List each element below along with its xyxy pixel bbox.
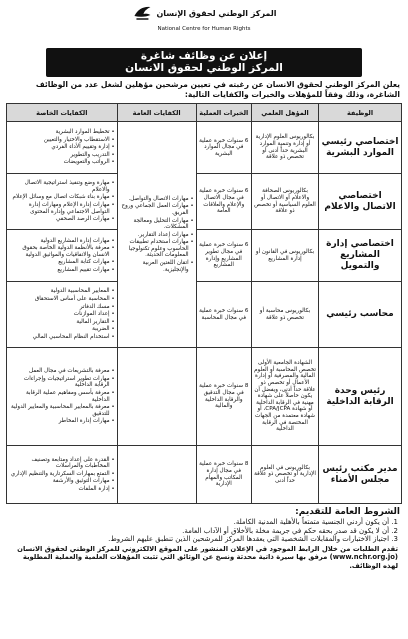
- list-item: • التمتع بمهارات السكرتارية والتنظيم الإداري: [9, 471, 115, 478]
- list-item: • استخدام النظام المحاسبي المالي: [9, 334, 115, 341]
- list-item: • مهارات تطوير استراتيجيات وإجراءات الرقابة الداخلية: [9, 376, 115, 389]
- header-general-competencies: الكفايات العامة: [117, 104, 196, 122]
- header-experience: الخبرات العملية: [196, 104, 251, 122]
- list-item: • مهارات التوثيق والأرشفة: [9, 478, 115, 485]
- header-special-competencies: الكفايات الخاصة: [7, 104, 118, 122]
- list-item: • تخطيط الموارد البشرية: [9, 129, 115, 136]
- table-row: [7, 282, 402, 348]
- list-item: • مهارات تقييم المشاريع: [9, 267, 115, 274]
- org-logo: [131, 2, 276, 24]
- qualification: بكالوريوس في القانون أو إدارة المشاريع: [251, 230, 318, 282]
- list-item: • مهارة بناء شبكات اتصال مع وسائل الإعلام: [9, 194, 115, 201]
- job-title: اختصاصي رئيسي الموارد البشرية: [319, 122, 402, 174]
- special-competencies: [7, 446, 118, 504]
- header: [6, 2, 402, 48]
- experience: 6 سنوات خبرة عملية في مجال المحاسبة: [196, 282, 251, 348]
- list-item: • معرفة بالتشريعات في مجال العمل: [9, 368, 115, 375]
- general-competencies-continued: [117, 446, 196, 504]
- application-instructions: [10, 545, 398, 571]
- general-competencies-continued: [117, 348, 196, 446]
- list-item: • معرفة بالمعايير المحاسبية والمعايير الدولية للتدقيق: [9, 404, 115, 417]
- special-competencies: [7, 122, 118, 174]
- list-item: • الاستقطاب والاختيار والتعيين: [9, 137, 115, 144]
- special-competencies: [7, 174, 118, 230]
- qualification: الشهادة الجامعية الأولى تخصص المحاسبة أو العلوم المالية والمصرفية أو إدارة الأعمال أو تخصص ذو علاقة حداً أدنى، ويفضل أن يكون حاصلاً على شهادة مهنية في الرقابة الداخلية أو شهادة CPA/JCPA، أو شهادة معتمدة من الجهات المختصة في الرقابة الداخلية: [251, 348, 318, 446]
- general-competencies: [117, 122, 196, 348]
- banner-title: إعلان عن وظائف شاغرة: [140, 50, 268, 62]
- condition-item: 3. اجتياز الاختبارات والمقابلات الشخصية التي يعقدها المركز للمرشحين الذين تنطبق عليهم الشروط.: [108, 535, 398, 544]
- job-title: اختصاصي إدارة المشاريع والتمويل: [319, 230, 402, 282]
- application-text: تقدم الطلبات من خلال الرابط الموجود في الإعلان المنشور على الموقع الالكتروني للمركز الوطني لحقوق الانسان: [17, 544, 398, 553]
- list-item: • الرواتب والتعويضات: [9, 159, 115, 166]
- list-item: • مهارات إدارة الإعلام ومهارات إدارة التواصل الاجتماعي وإدارة المحتوى: [9, 202, 115, 215]
- table-row: [7, 348, 402, 446]
- org-name-english: National Centre for Human Rights: [157, 26, 251, 32]
- list-item: • المحاسبة على أساس الاستحقاق: [9, 296, 115, 303]
- list-item: • معرفة بالأنظمة الدولية الخاصة بحقوق الانسان والاتفاقيات والمواثيق الدولية: [9, 245, 115, 258]
- special-competencies: [7, 282, 118, 348]
- job-title: اختصاصي الاتصال والاعلام: [319, 174, 402, 230]
- experience: 6 سنوات خبرة عملية في مجال تطوير المشاريع وإدارة المشاريع: [196, 230, 251, 282]
- special-competencies: [7, 230, 118, 282]
- qualification: بكالوريوس الصحافة والاعلام أو الاتصال أو العلوم السياسية أو تخصص ذو علاقة: [251, 174, 318, 230]
- announcement-banner: [46, 48, 362, 77]
- condition-item: 1. أن يكون أردني الجنسية متمتعاً بالأهلية المدنية الكاملة.: [233, 518, 398, 526]
- application-tail: مرفق بها سيرة ذاتية محدثة ونسخ عن الوثائق التي تثبت المؤهلات العلمية والعملية المطلوبة لهذه الوظائف.: [22, 553, 398, 570]
- experience: 8 سنوات خبرة عملية في مجال إدارة المكاتب والمهام الإدارية: [196, 446, 251, 504]
- list-item: • مهارات كتابة المشاريع: [9, 259, 115, 266]
- list-item: • مهارة وضع وتنفيذ استراتيجية الاتصال والاعلام: [9, 180, 115, 193]
- org-name-arabic: المركز الوطني لحقوق الإنسان: [156, 8, 277, 18]
- list-item: • التدريب والتطوير: [9, 152, 115, 159]
- job-title: محاسب رئيسي: [319, 282, 402, 348]
- experience: 6 سنوات خبرة عملية في مجال الموارد البشرية: [196, 122, 251, 174]
- list-item: • اتقان اللغتين العربية والإنجليزية.: [120, 260, 194, 273]
- list-item: • مهارات استخدام تطبيقات الحاسوب وعلوم تكنولوجيا المعلومات الحديثة.: [120, 239, 194, 259]
- dove-logo-icon: [131, 2, 153, 24]
- job-title: مدير مكتب رئيس مجلس الأمناء: [319, 446, 402, 504]
- jobs-table: [6, 103, 402, 504]
- list-item: • مسك الدفاتر: [9, 304, 115, 311]
- list-item: • إدارة الملفات: [9, 486, 115, 493]
- table-row: [7, 446, 402, 504]
- list-item: • التقارير المالية: [9, 319, 115, 326]
- list-item: • المعايير المحاسبية الدولية: [9, 288, 115, 295]
- job-title: رئيس وحدة الرقابة الداخلية: [319, 348, 402, 446]
- list-item: • مهارات التحليل ومعالجة المشكلات.: [120, 218, 194, 231]
- list-item: • إعداد الموازنات: [9, 311, 115, 318]
- table-row: [7, 230, 402, 282]
- experience: 8 سنوات خبرة عملية في مجال التدقيق والرقابة الداخلية والمالية: [196, 348, 251, 446]
- header-job: الوظيفة: [319, 104, 402, 122]
- special-competencies: [7, 348, 118, 446]
- list-item: • معرفة بأسس ومفاهيم عملية الرقابة الداخلية: [9, 390, 115, 403]
- list-item: • مهارات إعداد التقارير.: [120, 232, 194, 239]
- table-row: [7, 122, 402, 174]
- list-item: • إدارة وتقييم الأداء الفردي: [9, 144, 115, 151]
- table-header-row: [7, 104, 402, 122]
- list-item: • القدرة على إعداد ومتابعة وتصنيف المخاطبات والمراسلات: [9, 457, 115, 470]
- header-qualification: المؤهل العلمي: [251, 104, 318, 122]
- conditions-list: [10, 518, 398, 544]
- list-item: • مهارات إدارة المشاريع الدولية: [9, 238, 115, 245]
- website-link[interactable]: (www.nchr.org.jo): [329, 553, 398, 562]
- intro-paragraph: يعلن المركز الوطني لحقوق الانسان عن رغبته في تعيين مرشحين مؤهلين لشغل عدد من الوظائف الشاغرة، وذلك وفقاً للمؤهلات والخبرات والكفايات التالية:: [35, 80, 400, 99]
- list-item: • مهارات الاتصال والتواصل.: [120, 196, 194, 203]
- list-item: • مهارات العمل الجماعي وروح الفريق.: [120, 203, 194, 216]
- conditions-title: الشروط العامة للتقديم:: [295, 507, 400, 517]
- qualification: بكالوريوس في العلوم الإدارية أو تخصص ذو علاقة حداً أدنى: [251, 446, 318, 504]
- condition-item: 2. أن لا يكون قد صدر بحقه حكم في جريمة مخلة بالأخلاق أو الآداب العامة.: [182, 526, 398, 535]
- list-item: • مهارات إدارة المخاطر: [9, 418, 115, 425]
- banner-subtitle: المركز الوطني لحقوق الانسان: [125, 62, 283, 74]
- experience: 6 سنوات خبرة عملية في مجال الاتصال والإعلام والعلاقات العامة: [196, 174, 251, 230]
- qualification: بكالوريوس العلوم الإدارية أو إدارة وتنمية الموارد البشرية حداً أدنى أو تخصص ذو علاقة: [251, 122, 318, 174]
- qualification: بكالوريوس محاسبة أو تخصص ذو علاقة: [251, 282, 318, 348]
- list-item: • الضريبة: [9, 326, 115, 333]
- table-row: [7, 174, 402, 230]
- list-item: • مهارات الرصد الصحفي: [9, 216, 115, 223]
